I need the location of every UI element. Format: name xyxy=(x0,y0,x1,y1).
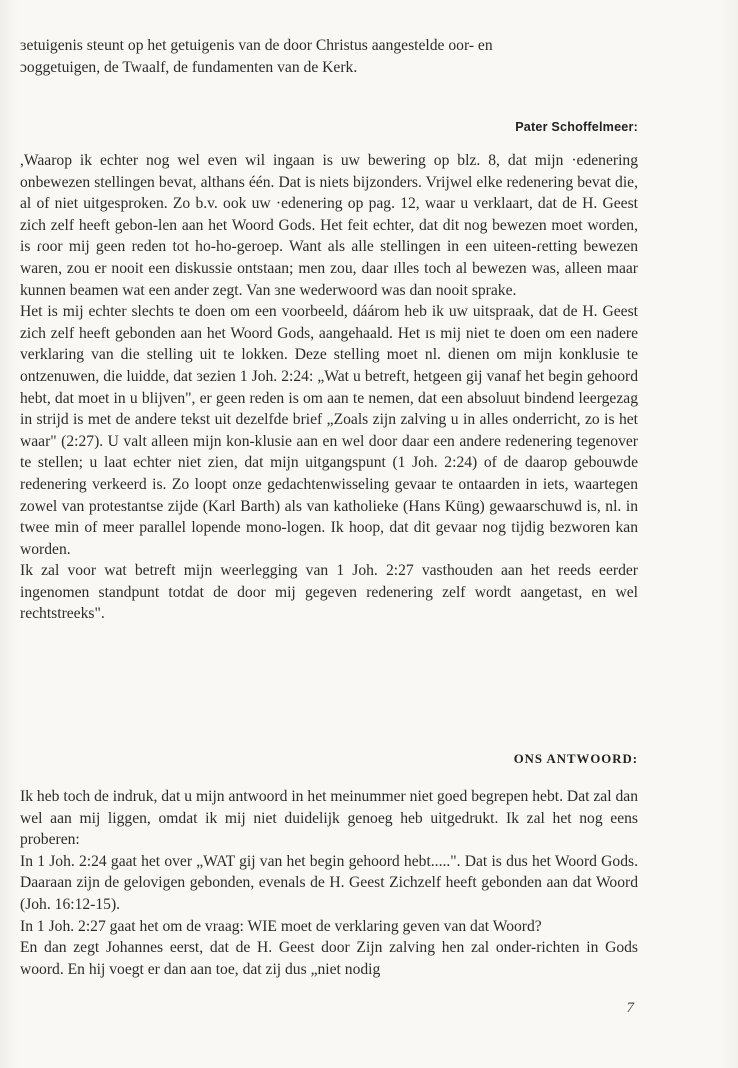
heading-ons-antwoord: ONS ANTWOORD: xyxy=(513,752,638,766)
intro-line-2: ɔoggetuigen, de Twaalf, de fundamenten van de Kerk. xyxy=(20,58,358,76)
paragraph-3: Ik zal voor wat betreft mijn weerlegging van 1 Joh. 2:27 vasthouden aan het reeds eerder ingenomen standpunt totdat de door mij gegeven redenering zelf wordt aangetast, en wel rechtstreeks". xyxy=(20,562,638,623)
page-number: 7 xyxy=(626,1000,634,1016)
paragraph-2: Het is mij echter slechts te doen om een voorbeeld, dáárom heb ik uw uitspraak, dat de H. Geest zich zelf heeft gebonden aan het Woord Gods, aangehaald. Het ɪs mij niet te doen om een nadere verklaring van die stelling uit te lokken. Deze stelling moet nl. dienen om mijn konklusie te ontzenuwen, die luidde, dat ɜezien 1 Joh. 2:24: „Wat u betreft, hetgeen gij vanaf het begin gehoord hebt, dat moet in u blijven", er geen reden is om aan te nemen, dat een absoluut bindend leergezag in strijd is met de andere tekst uit dezelfde brief „Zoals zijn zalving u in alles onderricht, zo is het waar" (2:27). U valt alleen mijn kon-klusie aan en wel door daar een andere redenering tegenover te stellen; u laat echter niet zien, dat mijn uitgangspunt (1 Joh. 2:24) of de daarop gebouwde redenering verkeerd is. Zo loopt onze gedachtenwisseling gevaar te ontaarden in iets, waartegen zowel van protestantse zijde (Karl Barth) als van katholieke (Hans Küng) gewaarschuwd is, nl. in twee min of meer parallel lopende mono-logen. Ik hoop, dat dit gevaar nog tijdig bezworen kan worden. xyxy=(20,303,638,558)
section-antwoord-text xyxy=(20,786,638,980)
paragraph-6: In 1 Joh. 2:27 gaat het om de vraag: WIE moet de verklaring geven van dat Woord? xyxy=(20,917,542,935)
paragraph-7: En dan zegt Johannes eerst, dat de H. Geest door Zijn zalving hen zal onder-richten in Gods woord. En hij voegt er dan aan toe, dat zij dus „niet nodig xyxy=(20,939,638,978)
section-pater-text xyxy=(20,150,638,625)
intro-line-1: ɜetuigenis steunt op het getuigenis van de door Christus aangestelde oor- en xyxy=(20,37,493,54)
paragraph-4: Ik heb toch de indruk, dat u mijn antwoord in het meinummer niet goed begrepen hebt. Dat zal dan wel aan mij liggen, omdat ik mij niet duidelijk genoeg heb uitgedrukt. Ik zal het nog eens proberen: xyxy=(20,788,638,849)
paragraph-1: ,Waarop ik echter nog wel even wil ingaan is uw bewering op blz. 8, dat mijn ·edenering onbewezen stellingen bevat, althans één. Dat is niets bijzonders. Vrijwel elke redenering bevat die, al of niet uitgesproken. Zo b.v. ook uw ·edenering op pag. 12, waar u verklaart, dat de H. Geest zich zelf heeft gebon-len aan het Woord Gods. Het feit echter, dat dit nog bewezen moet worden, is ɾoor mij geen reden tot ho-ho-geroep. Want als alle stellingen in een uiteen-ɾetting bewezen waren, zou er nooit een diskussie ontstaan; men zou, daar ɪlles toch al bewezen was, alleen maar kunnen beamen wat een ander zegt. Van ɜne wederwoord was dan nooit sprake. xyxy=(20,152,638,299)
paragraph-5: In 1 Joh. 2:24 gaat het over „WAT gij van het begin gehoord hebt.....". Dat is dus het Woord Gods. Daaraan zijn de gelovigen gebonden, evenals de H. Geest Zichzelf heeft gebonden aan dat Woord (Joh. 16:12-15). xyxy=(20,852,638,913)
heading-pater-schoffelmeer: Pater Schoffelmeer: xyxy=(515,120,638,134)
intro-paragraph xyxy=(20,35,638,78)
